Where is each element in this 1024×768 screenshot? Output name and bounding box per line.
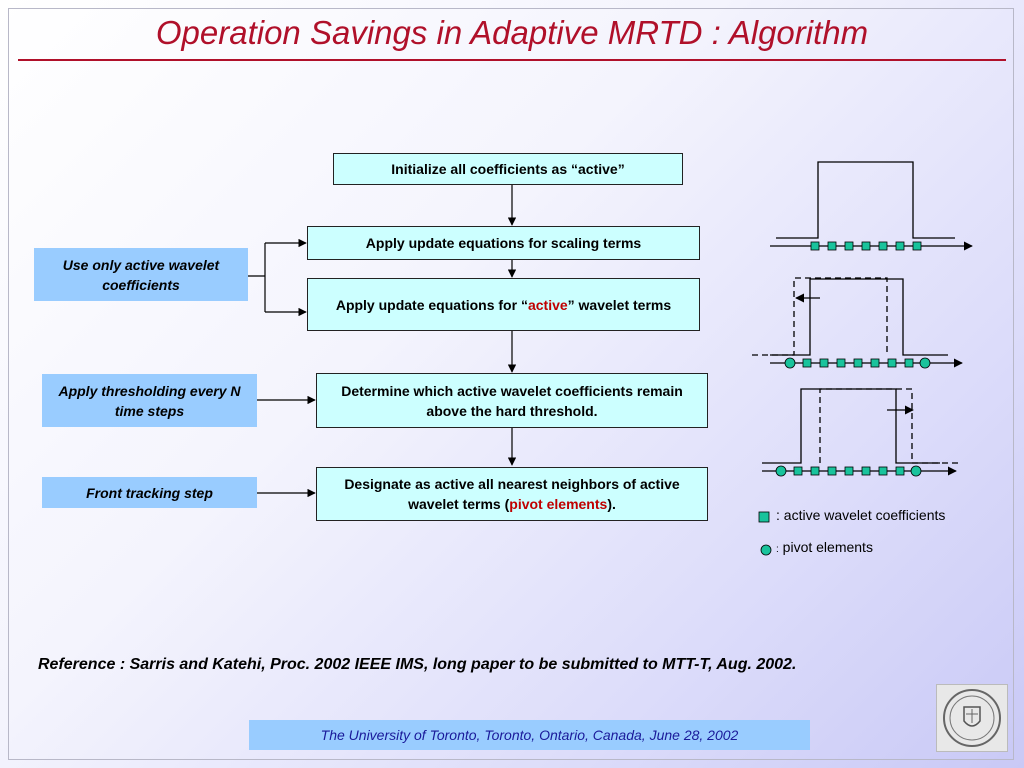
flow-step-initialize: Initialize all coefficients as “active” <box>333 153 683 185</box>
markers-3 <box>776 466 921 476</box>
legend-active-coefficients: : active wavelet coefficients <box>776 507 946 523</box>
side-label-thresholding: Apply thresholding every N time steps <box>42 374 257 427</box>
markers-2 <box>785 358 930 368</box>
legend-pivot-elements: : pivot elements <box>776 539 873 555</box>
flow-step-designate-neighbors: Designate as active all nearest neighbors of active wavelet terms (pivot elements). <box>316 467 708 521</box>
flow-step-wavelet-update: Apply update equations for “active” wavelet terms <box>307 278 700 331</box>
waveform-initial <box>770 162 972 246</box>
legend-square-icon <box>759 512 769 522</box>
university-seal-icon <box>936 684 1008 752</box>
slide-title: Operation Savings in Adaptive MRTD : Algorithm <box>155 14 869 51</box>
flow-step-scaling-update: Apply update equations for scaling terms <box>307 226 700 260</box>
waveform-shifted-right <box>762 389 958 471</box>
active-highlight: active <box>527 296 568 313</box>
reference-text: Reference : Sarris and Katehi, Proc. 2002 IEEE IMS, long paper to be submitted to MTT-T, Aug. 2002. <box>38 656 797 673</box>
side-label-use-active: Use only active wavelet coefficients <box>34 248 248 301</box>
pivot-highlight: pivot elements <box>509 496 608 512</box>
flow-step-threshold: Determine which active wavelet coefficients remain above the hard threshold. <box>316 373 708 428</box>
legend-circle-icon <box>761 545 771 555</box>
waveform-shifted-left <box>752 278 962 363</box>
seal-graphic <box>937 685 1007 751</box>
side-label-front-tracking: Front tracking step <box>42 477 257 508</box>
footer-banner: The University of Toronto, Toronto, Ontario, Canada, June 28, 2002 <box>249 720 810 750</box>
